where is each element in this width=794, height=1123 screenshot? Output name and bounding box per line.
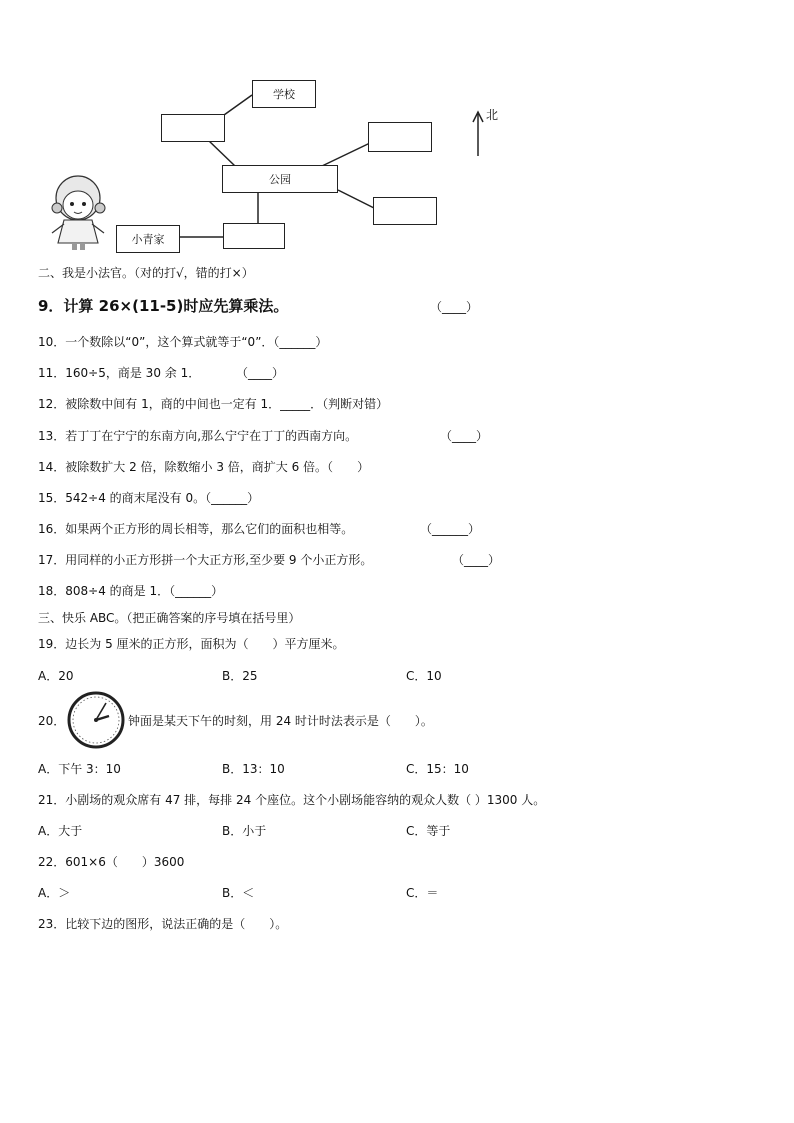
- q10-text: 10．一个数除以“0”，这个算式就等于“0”．（______）: [38, 335, 328, 349]
- q20-num: 20．: [38, 714, 66, 728]
- q19-text: 19．边长为 5 厘米的正方形，面积为（ ）平方厘米。: [38, 637, 345, 651]
- q22-option-b: B．＜: [222, 886, 255, 900]
- q21-option-c: C．等于: [406, 824, 451, 838]
- map-box-school: [252, 80, 316, 108]
- q22-text: 22．601×6（ ）3600: [38, 855, 185, 869]
- map-box-empty-2: [368, 122, 432, 152]
- map-figure: [0, 0, 794, 262]
- q17-text: 17．用同样的小正方形拼一个大正方形,至少要 9 个小正方形。: [38, 553, 373, 567]
- q19-option-a: A．20: [38, 669, 74, 683]
- clock-icon: [66, 690, 128, 750]
- q21-text: 21．小剧场的观众席有 47 排，每排 24 个座位。这个小剧场能容纳的观众人数（ ）1300 人。: [38, 793, 546, 807]
- map-label-park: 公园: [269, 173, 291, 186]
- girl-illustration: [52, 176, 105, 250]
- map-box-empty-1: [161, 114, 225, 142]
- q20-option-b: B．13：10: [222, 762, 285, 776]
- north-label: 北: [486, 108, 499, 122]
- q13-text: 13．若丁丁在宁宁的东南方向,那么宁宁在丁丁的西南方向。: [38, 429, 358, 443]
- map-box-home: [116, 225, 180, 253]
- q21-option-a: A．大于: [38, 824, 83, 838]
- q17-blank: （____）: [452, 553, 501, 567]
- map-box-park: [222, 165, 338, 193]
- q22-option-c: C．＝: [406, 886, 439, 900]
- map-label-home: 小青家: [131, 233, 165, 246]
- q23-text: 23．比较下边的图形，说法正确的是（ ）。: [38, 917, 288, 931]
- q16-blank: （______）: [420, 522, 481, 536]
- q19-option-b: B．25: [222, 669, 258, 683]
- q9-text: 9．计算 26×(11-5)时应先算乘法。: [38, 297, 289, 315]
- q9-blank: （____）: [430, 300, 479, 314]
- q11-text: 11．160÷5，商是 30 余 1．: [38, 366, 201, 380]
- q15-text: 15．542÷4 的商末尾没有 0。（______）: [38, 491, 260, 505]
- section3-title: 三、快乐 ABC。（把正确答案的序号填在括号里）: [38, 611, 301, 625]
- q16-text: 16．如果两个正方形的周长相等，那么它们的面积也相等。: [38, 522, 354, 536]
- q21-option-b: B．小于: [222, 824, 267, 838]
- q18-text: 18．808÷4 的商是 1．（______）: [38, 584, 224, 598]
- q11-blank: （____）: [236, 366, 285, 380]
- q20-option-a: A．下午 3：10: [38, 762, 121, 776]
- map-box-empty-3: [373, 197, 437, 225]
- q20-text: 钟面是某天下午的时刻，用 24 时计时法表示是（ ）。: [128, 714, 433, 728]
- q19-option-c: C．10: [406, 669, 442, 683]
- map-label-school: 学校: [273, 88, 295, 101]
- q14-text: 14．被除数扩大 2 倍，除数缩小 3 倍，商扩大 6 倍。（ ）: [38, 460, 370, 474]
- q12-text: 12．被除数中间有 1，商的中间也一定有 1．_____．（判断对错）: [38, 397, 389, 411]
- section2-title: 二、我是小法官。（对的打√，错的打×）: [38, 266, 254, 280]
- map-box-empty-4: [223, 223, 285, 249]
- q13-blank: （____）: [440, 429, 489, 443]
- q22-option-a: A．＞: [38, 886, 71, 900]
- q20-option-c: C．15：10: [406, 762, 469, 776]
